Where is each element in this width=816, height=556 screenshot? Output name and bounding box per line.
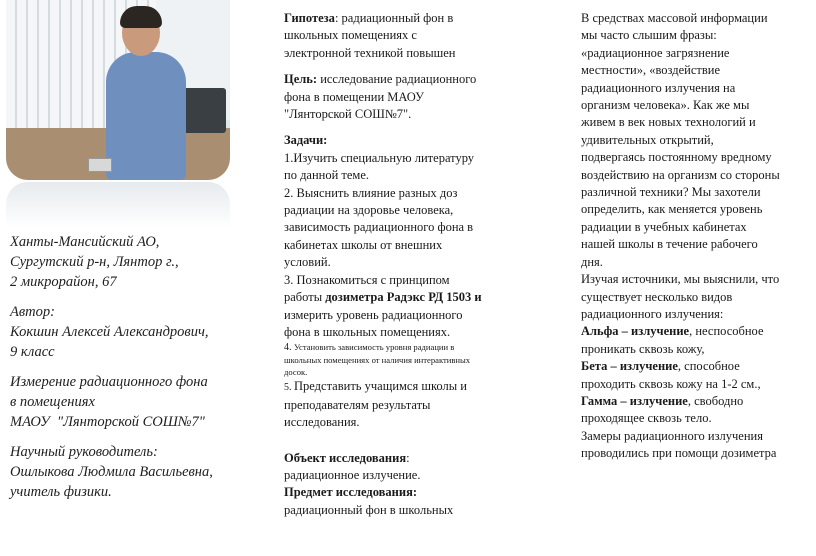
right-column bbox=[581, 10, 781, 463]
beta-text: , способное проходить сквозь кожу на 1-2 см., bbox=[581, 359, 761, 391]
address-line: Ханты-Мансийский АО, bbox=[10, 234, 160, 250]
task5-num: 5. bbox=[284, 382, 294, 394]
intro-paragraph: В средствах массовой информации мы часто слышим фразы: «радиационное загрязнение местности», «воздействие радиационного излучения на организм человека». Как же мы живем в век новых технологий и удивительных открытий, подвергаясь постоянному вредному воздействию на организм со стороны различной техники? Мы захотели определить, как меняется уровень радиации в учебных кабинетах нашей школы в течение рабочего дня. bbox=[581, 11, 780, 269]
task5-text: Представить учащимся школы и преподавателям результаты исследования. bbox=[284, 379, 467, 430]
beta-label: Бета – излучение bbox=[581, 359, 678, 374]
subject-text: радиационный фон в школьных bbox=[284, 502, 454, 517]
task-item bbox=[284, 378, 484, 431]
student-figure bbox=[106, 52, 186, 180]
goal-label: Цель: bbox=[284, 72, 318, 87]
supervisor-role: учитель физики. bbox=[10, 484, 112, 500]
gamma-label: Гамма – излучение bbox=[581, 393, 688, 408]
task3-post: измерить уровень радиационного фона в школьных помещениях. bbox=[284, 307, 463, 339]
left-column bbox=[10, 232, 235, 512]
topic-block bbox=[10, 372, 235, 432]
address bbox=[10, 232, 235, 292]
computer-monitor bbox=[181, 88, 226, 133]
task4-num: 4. bbox=[284, 342, 294, 354]
address-line: Сургутский р-н, Лянтор г., bbox=[10, 254, 179, 270]
tasks-heading bbox=[284, 132, 484, 149]
beta-item bbox=[581, 358, 781, 393]
object-label: Объект исследования bbox=[284, 450, 407, 465]
student-hair bbox=[120, 6, 162, 28]
middle-column bbox=[284, 10, 484, 519]
task-item: 2. Выяснить влияние разных доз радиации на здоровье человека, зависимость радиационного фона в кабинетах школы от внешних условий. bbox=[284, 185, 474, 270]
hypothesis-label: Гипотеза bbox=[284, 11, 335, 25]
task3-pre: 3. Познакомиться с принципом работы bbox=[284, 272, 450, 305]
task4-text: Установить зависимость уровня радиации в школьных помещениях от наличия интерактивных досок. bbox=[284, 342, 471, 378]
gamma-text: , свободно проходящее сквозь тело. bbox=[581, 393, 744, 426]
dosimeter-device bbox=[88, 158, 112, 172]
author-name: Кокшин Алексей Александрович, bbox=[10, 324, 209, 340]
tasks-label: Задачи: bbox=[284, 133, 328, 148]
research-object bbox=[284, 450, 484, 485]
subject-label: Предмет исследования: bbox=[284, 485, 417, 500]
topic-line: в помещениях bbox=[10, 394, 95, 410]
dosimeter-name: дозиметра Радэкс РД 1503 и bbox=[325, 290, 482, 305]
supervisor-label: Научный руководитель: bbox=[10, 444, 158, 460]
task-item: 1.Изучить специальную литературу по данной теме. bbox=[284, 150, 475, 183]
alpha-label: Альфа – излучение bbox=[581, 324, 690, 339]
task-item bbox=[284, 272, 484, 342]
photo-reflection bbox=[6, 182, 230, 228]
address-line: 2 микрорайон, 67 bbox=[10, 274, 117, 290]
cover-photo bbox=[6, 0, 230, 180]
topic-line: МАОУ "Лянторской СОШ№7" bbox=[10, 414, 205, 430]
hypothesis bbox=[284, 10, 484, 62]
alpha-text: , неспособное проникать сквозь кожу, bbox=[581, 324, 764, 356]
hypothesis-text: : радиационный фон в школьных помещениях с электронной техникой повышен bbox=[284, 11, 456, 60]
study-paragraph: Изучая источники, мы выяснили, что существует несколько видов радиационного излучения: bbox=[581, 272, 780, 321]
research-subject bbox=[284, 484, 484, 519]
goal-text: исследование радиационного фона в помещении МАОУ "Лянторской СОШ№7". bbox=[284, 72, 477, 122]
author-label: Автор: bbox=[10, 304, 55, 320]
alpha-item bbox=[581, 323, 781, 358]
object-text: : радиационное излучение. bbox=[284, 450, 421, 482]
measure-paragraph: Замеры радиационного излучения проводились при помощи дозиметра bbox=[581, 428, 777, 461]
supervisor-block bbox=[10, 442, 235, 502]
author-block bbox=[10, 302, 235, 362]
goal bbox=[284, 71, 484, 123]
gamma-item bbox=[581, 393, 781, 428]
topic-line: Измерение радиационного фона bbox=[10, 374, 208, 390]
supervisor-name: Ошлыкова Людмила Васильевна, bbox=[10, 464, 213, 480]
author-class: 9 класс bbox=[10, 344, 55, 360]
task-item bbox=[284, 341, 484, 378]
